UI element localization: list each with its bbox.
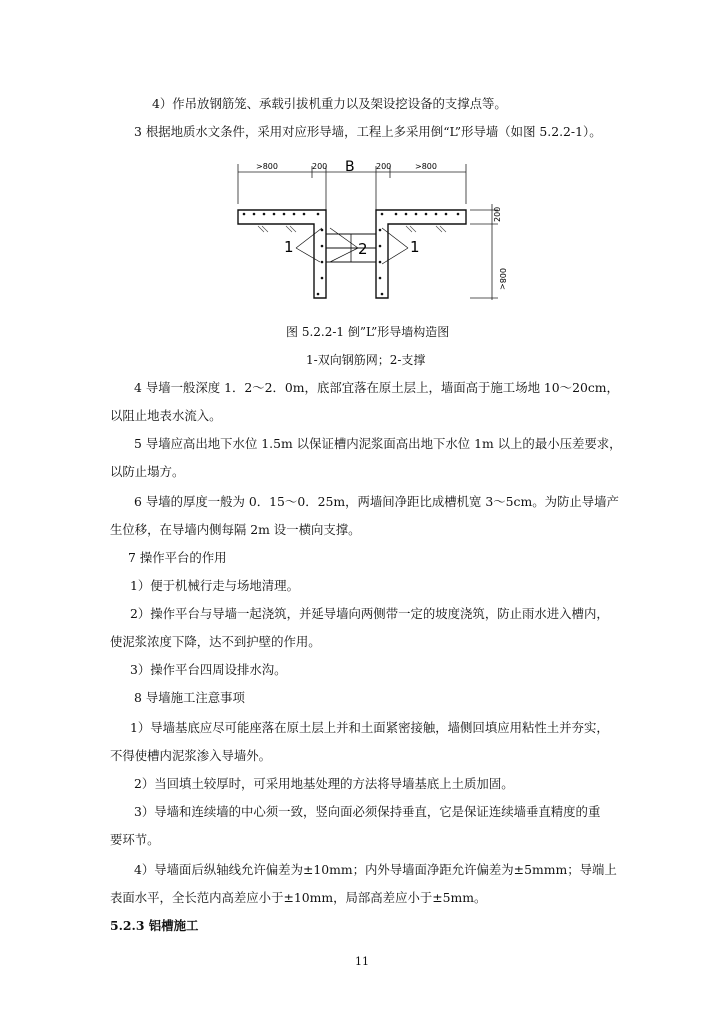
paragraph-line: 不得使槽内泥浆渗入导墙外。 [110, 748, 272, 763]
paragraph-line: 5 导墙应高出地下水位 1.5m 以保证槽内泥浆面高出地下水位 1m 以上的最小压差要求， [134, 436, 622, 451]
paragraph-line: 3 根据地质水文条件，采用对应形导墙，工程上多采用倒“L”形导墙（如图 5.2.2-1）。 [134, 124, 602, 139]
page-number: 11 [355, 955, 369, 968]
paragraph-line: 4 导墙一般深度 1．2～2．0m，底部宜落在原土层上，墙面高于施工场地 10～20cm， [134, 380, 619, 395]
paragraph-line: 1）便于机械行走与场地清理。 [130, 578, 299, 593]
dimension-label: >800 [256, 162, 278, 171]
paragraph-line: 以防止塌方。 [110, 464, 185, 479]
figure-label: 1 [284, 238, 294, 256]
paragraph-line: 3）导墙和连续墙的中心须一致，竖向面必须保持垂直，它是保证连续墙垂直精度的重 [134, 804, 601, 819]
paragraph-line: 6 导墙的厚度一般为 0．15～0．25m，两墙间净距比成槽机宽 3～5cm。为防止导墙产 [134, 494, 619, 509]
dimension-label: 200 [493, 206, 502, 222]
paragraph-line: 4）导墙面后纵轴线允许偏差为±10mm；内外导墙面净距允许偏差为±5mmm；导端上 [134, 862, 617, 877]
dimension-label: 200 [376, 162, 392, 171]
paragraph-line: 使泥浆浓度下降，达不到护壁的作用。 [110, 634, 321, 649]
dimension-label: >800 [415, 162, 437, 171]
figure-caption: 图 5.2.2-1 倒”L”形导墙构造图 [286, 325, 450, 339]
figure-legend: 1-双向钢筋网；2-支撑 [306, 353, 426, 367]
l-guide-wall-diagram [230, 150, 530, 312]
section-heading: 5.2.3 铝槽施工 [110, 918, 199, 933]
figure-label: 2 [358, 240, 368, 258]
paragraph-line: 以阻止地表水流入。 [110, 408, 222, 423]
paragraph-line: 8 导墙施工注意事项 [134, 690, 245, 705]
paragraph-line: 2）当回填土较厚时，可采用地基处理的方法将导墙基底上土质加固。 [134, 776, 514, 791]
paragraph-line: 1）导墙基底应尽可能座落在原土层上并和土面紧密接触，墙侧回填应用粘性土并夯实， [130, 720, 609, 735]
dimension-label: 008< [498, 268, 507, 290]
paragraph-line: 7 操作平台的作用 [128, 550, 227, 565]
dimension-label: B [345, 159, 355, 175]
paragraph-line: 2）操作平台与导墙一起浇筑，并延导墙向两侧带一定的坡度浇筑，防止雨水进入槽内， [130, 606, 609, 621]
figure-label: 1 [410, 238, 420, 256]
paragraph-line: 3）操作平台四周设排水沟。 [130, 662, 287, 677]
dimension-label: 200 [312, 162, 328, 171]
paragraph-line: 要环节。 [110, 832, 160, 847]
paragraph-line: 生位移，在导墙内侧每隔 2m 设一横向支撑。 [110, 522, 361, 537]
paragraph-line: 4）作吊放钢筋笼、承载引拔机重力以及架设挖设备的支撑点等。 [152, 96, 507, 111]
paragraph-line: 表面水平，全长范内高差应小于±10mm，局部高差应小于±5mm。 [110, 890, 487, 905]
